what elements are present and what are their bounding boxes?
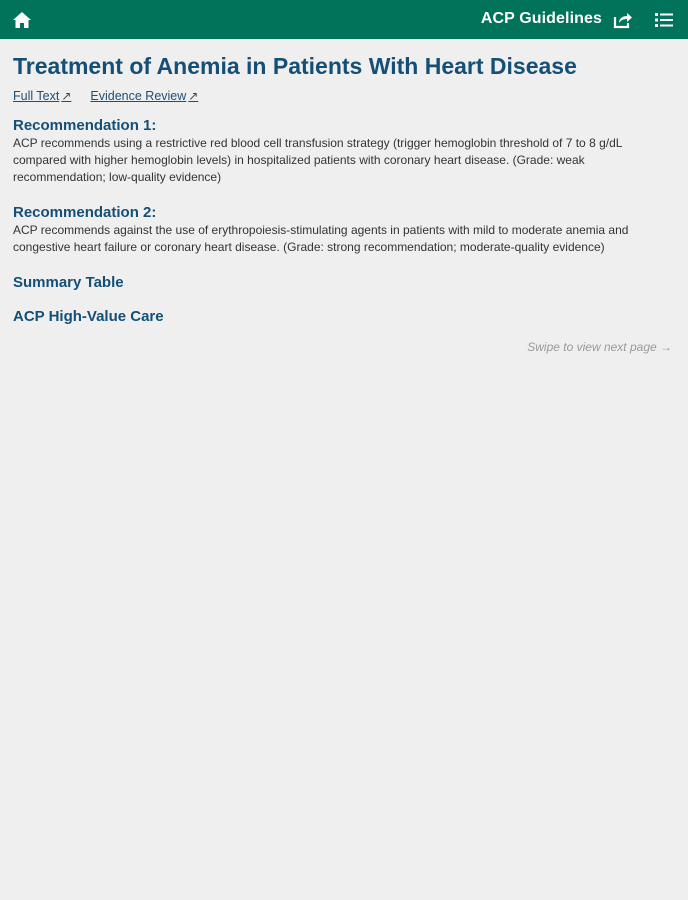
recommendation-2	[13, 204, 673, 256]
list-menu-icon	[655, 12, 673, 28]
summary-table-link[interactable]: Summary Table	[13, 274, 124, 291]
high-value-care-link[interactable]: ACP High-Value Care	[13, 308, 164, 325]
full-text-label: Full Text	[13, 89, 60, 103]
recommendation-1	[13, 117, 673, 186]
recommendation-heading: Recommendation 2:	[13, 204, 157, 221]
external-link-icon: ↗	[188, 89, 199, 103]
full-text-link[interactable]	[13, 89, 71, 103]
resource-links	[13, 89, 673, 103]
page-title: Treatment of Anemia in Patients With Heart Disease	[13, 53, 577, 79]
evidence-review-label: Evidence Review	[90, 89, 187, 103]
external-link-icon: ↗	[61, 89, 72, 103]
evidence-review-link[interactable]	[90, 89, 198, 103]
home-icon	[12, 11, 32, 29]
share-icon	[613, 11, 633, 29]
recommendation-text: ACP recommends using a restrictive red blood cell transfusion strategy (trigger hemoglobin threshold of 7 to 8 g/dL compared with higher hemoglobin levels) in hospitalized patients with coronary heart disease. (Grade: weak recommendation; low-quality evidence)	[13, 136, 622, 184]
app-title: ACP Guidelines	[480, 10, 602, 27]
recommendation-text: ACP recommends against the use of erythropoiesis-stimulating agents in patients with mild to moderate anemia and congestive heart failure or coronary heart disease. (Grade: strong recommendation; moderate-quality evidence)	[13, 223, 629, 254]
share-button[interactable]	[612, 9, 634, 31]
swipe-hint: Swipe to view next page →	[527, 340, 672, 354]
recommendation-heading: Recommendation 1:	[13, 117, 157, 134]
app-bar	[0, 0, 688, 39]
home-button[interactable]	[10, 8, 34, 32]
list-menu-button[interactable]	[653, 9, 675, 31]
guideline-content	[13, 52, 673, 325]
